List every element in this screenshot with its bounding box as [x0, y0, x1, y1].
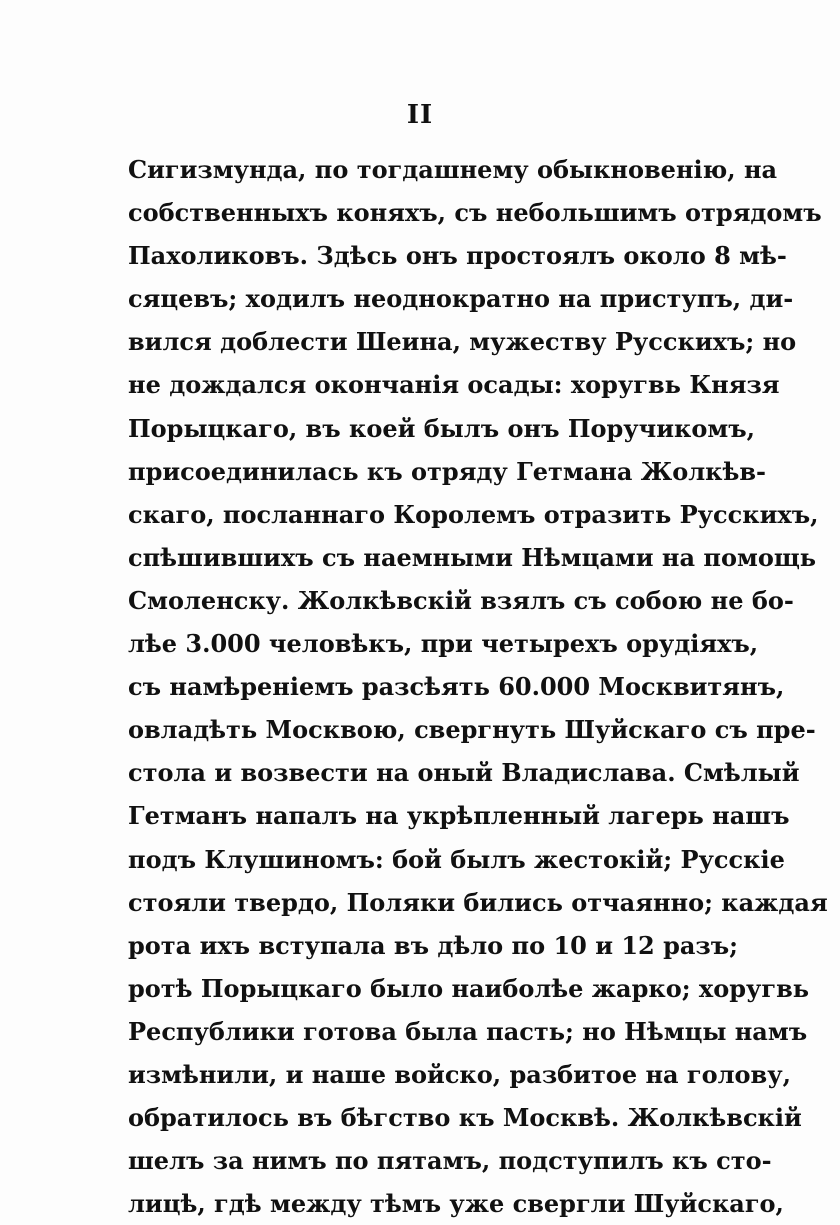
text-line: овладѣть Москвою, свергнуть Шуйскаго съ пре- — [128, 715, 816, 745]
text-line: лѣе 3.000 человѣкъ, при четырехъ орудіяхъ, — [128, 629, 759, 659]
text-line: Гетманъ напалъ на укрѣпленный лагерь нашъ — [128, 801, 790, 831]
text-line: спѣшившихъ съ наемными Нѣмцами на помощь — [128, 542, 817, 572]
text-line: измѣнили, и наше войско, разбитое на голову, — [128, 1059, 791, 1089]
text-line: Республики готова была пасть; но Нѣмцы намъ — [128, 1016, 808, 1046]
text-line: Сигизмунда, по тогдашнему обыкновенію, на — [128, 155, 778, 184]
text-line: рота ихъ вступала въ дѣло по 10 и 12 разъ; — [128, 930, 739, 960]
text-line: обратилось въ бѣгство къ Москвѣ. Жолкѣвскій — [128, 1103, 802, 1133]
page-number: II — [406, 100, 434, 130]
text-line: съ намѣреніемъ разсѣять 60.000 Москвитянъ, — [128, 672, 785, 702]
text-line: Смоленску. Жолкѣвскій взялъ съ собою не бо- — [128, 585, 794, 615]
text-line: Порыцкаго, въ коей былъ онъ Поручикомъ, — [128, 413, 755, 443]
text-line: шелъ за нимъ по пятамъ, подступилъ къ сто- — [128, 1146, 772, 1176]
text-line: ротѣ Порыцкаго было наиболѣе жарко; хоругвь — [128, 973, 810, 1003]
text-line: собственныхъ коняхъ, съ небольшимъ отрядомъ — [128, 198, 822, 228]
text-line: стола и возвести на оный Владислава. Смѣлый — [128, 758, 800, 788]
text-line: не дождался окончанія осады: хоругвь Князя — [128, 370, 780, 400]
text-line: подъ Клушиномъ: бой былъ жестокій; Русскіе — [128, 844, 785, 874]
text-line: вился доблести Шеина, мужеству Русскихъ; но — [128, 327, 797, 357]
text-line: лицѣ, гдѣ между тѣмъ уже свергли Шуйскаго, — [128, 1189, 784, 1219]
text-line: Пахоликовъ. Здѣсь онъ простоялъ около 8 мѣ- — [128, 241, 787, 271]
text-line: присоединилась къ отряду Гетмана Жолкѣв- — [128, 456, 766, 486]
body-text — [128, 148, 828, 1225]
text-line: скаго, посланнаго Королемъ отразить Русскихъ, — [128, 499, 819, 529]
text-line: стояли твердо, Поляки бились отчаянно; каждая — [128, 887, 828, 917]
text-line: сяцевъ; ходилъ неоднократно на приступъ, ди- — [128, 284, 794, 314]
